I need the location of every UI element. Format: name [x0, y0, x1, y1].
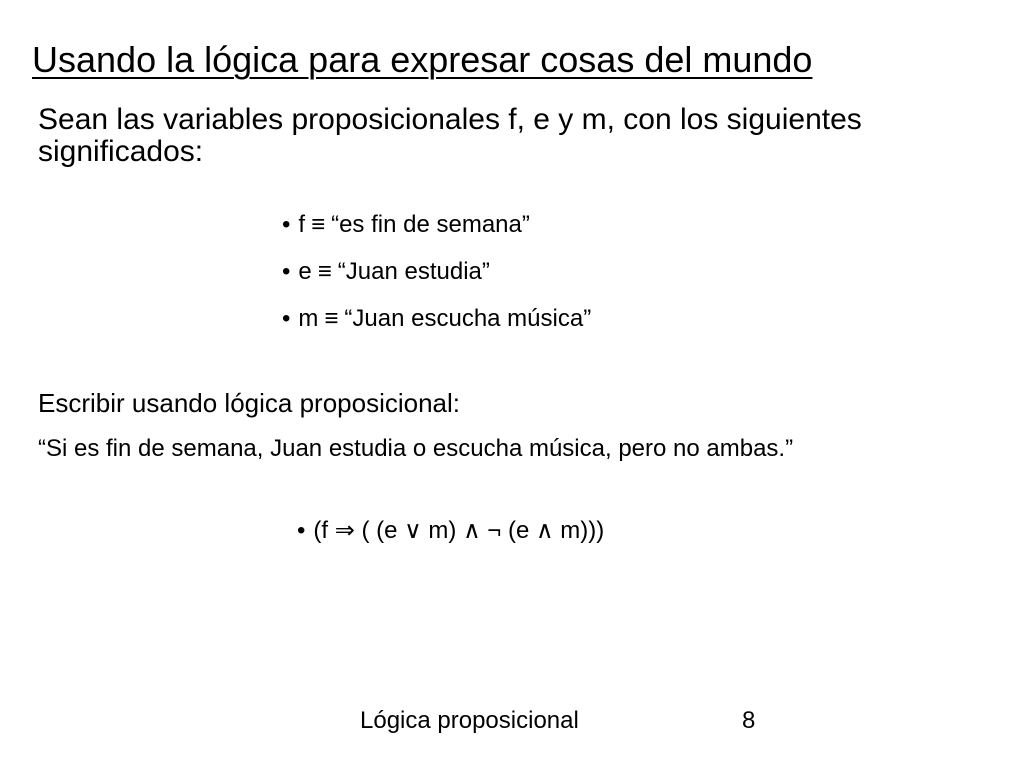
equivalence-icon: ≡ [311, 211, 326, 238]
definition-item-m [282, 302, 591, 349]
bullet-icon: • [282, 305, 291, 332]
formula-text: (f ⇒ ( (e ∨ m) ∧ ¬ (e ∧ m))) [313, 517, 605, 544]
formula-item [297, 514, 604, 548]
bullet-icon: • [282, 258, 291, 285]
equivalence-icon: ≡ [317, 258, 332, 285]
bullet-icon: • [297, 517, 306, 544]
bullet-icon: • [282, 211, 291, 238]
page-number: 8 [742, 707, 756, 734]
definition-variable: m [298, 305, 319, 332]
equivalence-icon: ≡ [324, 305, 339, 332]
definition-variable: e [298, 258, 312, 285]
definition-meaning: “Juan escucha música” [344, 305, 592, 332]
definition-item-e [282, 255, 591, 302]
intro-text: Sean las variables proposicionales f, e y m, con los siguientes significados: [38, 103, 862, 168]
slide-title: Usando la lógica para expresar cosas del mundo [32, 39, 813, 80]
definition-meaning: “es fin de semana” [331, 211, 530, 238]
sentence-text: “Si es fin de semana, Juan estudia o escucha música, pero no ambas.” [38, 435, 794, 462]
definition-meaning: “Juan estudia” [337, 258, 490, 285]
definition-item-f [282, 208, 591, 255]
footer-title: Lógica proposicional [360, 707, 579, 734]
definitions-list [282, 208, 591, 349]
definition-variable: f [298, 211, 306, 238]
instruction-text: Escribir usando lógica proposicional: [38, 388, 461, 418]
